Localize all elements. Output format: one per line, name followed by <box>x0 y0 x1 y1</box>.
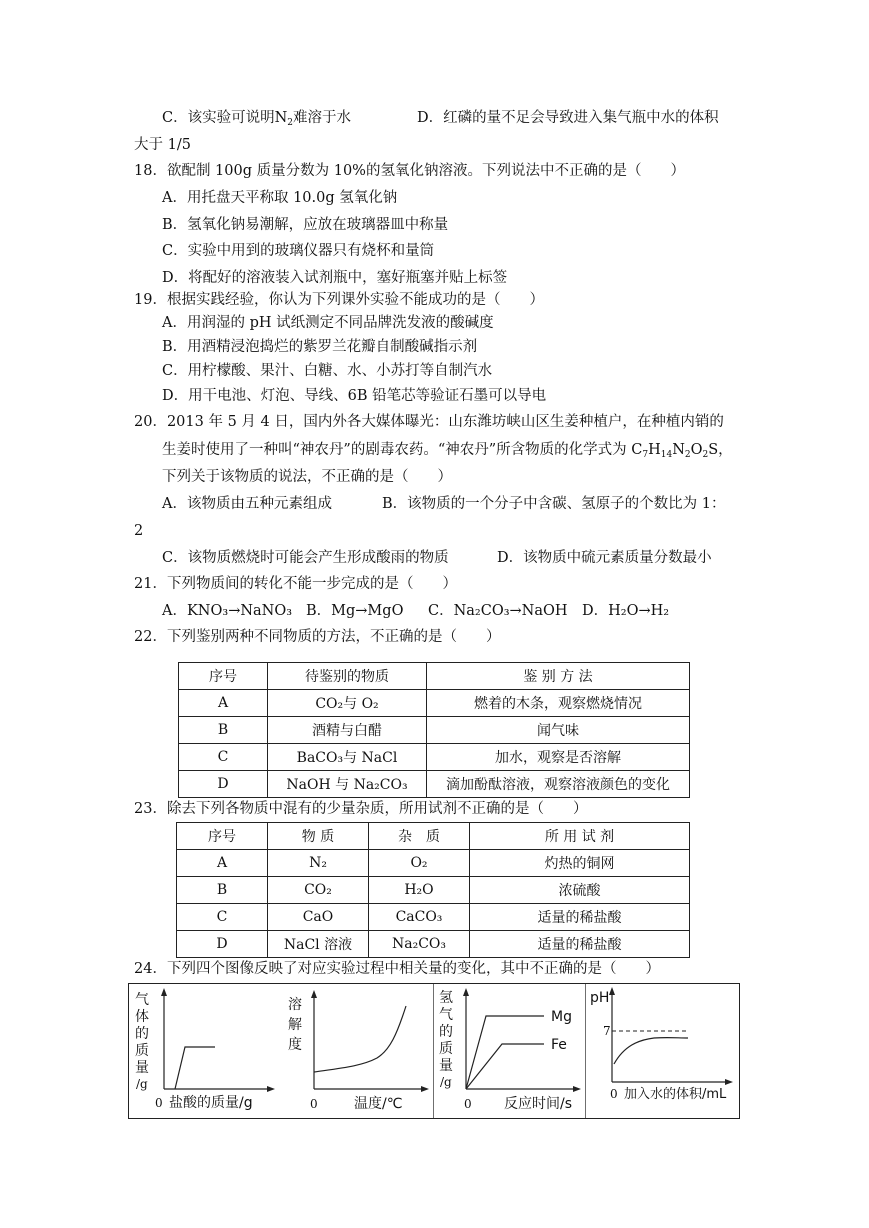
table-cell: 适量的稀盐酸 <box>470 904 690 931</box>
table-row <box>177 850 690 877</box>
graph-4-tick: 7 <box>603 1024 611 1038</box>
table-cell: N₂ <box>268 850 369 877</box>
q17-option-d: D．红磷的量不足会导致进入集气瓶中水的体积 <box>417 110 719 126</box>
table-header-cell: 待鉴别的物质 <box>268 663 427 690</box>
table-header-cell: 所 用 试 剂 <box>470 823 690 850</box>
svg-text:量: 量 <box>439 1058 453 1074</box>
q21-option-d: D．H₂O→H₂ <box>582 603 670 619</box>
table-cell: 燃着的木条，观察燃烧情况 <box>427 690 690 717</box>
table-cell: CO₂ <box>268 877 369 904</box>
q23-stem: 23．除去下列各物质中混有的少量杂质，所用试剂不正确的是（ ） <box>134 801 588 817</box>
graph-2 <box>282 984 434 1118</box>
q17-option-d-continued: 大于 1/5 <box>134 137 191 153</box>
graph-2-curve <box>314 1006 406 1072</box>
q18-option-d: D．将配好的溶液装入试剂瓶中，塞好瓶塞并贴上标签 <box>162 270 508 286</box>
table-row <box>179 690 690 717</box>
graph-3-origin: 0 <box>464 1097 472 1111</box>
graph-4 <box>586 984 739 1118</box>
q19-stem: 19．根据实践经验，你认为下列课外实验不能成功的是（ ） <box>134 292 544 308</box>
q19-option-c: C．用柠檬酸、果汁、白糖、水、小苏打等自制汽水 <box>162 363 493 379</box>
table-row <box>179 744 690 771</box>
q24-stem: 24．下列四个图像反映了对应实验过程中相关量的变化，其中不正确的是（ ） <box>134 961 660 977</box>
svg-text:质: 质 <box>135 1043 149 1059</box>
graph-1-origin: 0 <box>155 1096 163 1110</box>
table-cell: Na₂CO₃ <box>369 931 470 958</box>
table-row <box>179 771 690 798</box>
q23-table <box>176 822 690 958</box>
svg-text:度: 度 <box>288 1037 302 1053</box>
graph-3-curve-fe <box>466 1044 544 1089</box>
table-cell: 闻气味 <box>427 717 690 744</box>
graph-2-xlabel: 温度/℃ <box>354 1096 403 1112</box>
graph-1-xlabel: 盐酸的质量/g <box>169 1095 253 1111</box>
graph-4-ylabel: pH <box>590 990 610 1006</box>
svg-text:/g: /g <box>440 1075 452 1089</box>
table-cell: 加水，观察是否溶解 <box>427 744 690 771</box>
q20-stem-line2: 生姜时使用了一种叫“神农丹”的剧毒农药。“神农丹”所含物质的化学式为 $C_7H_{14}N_2O_2S$， <box>162 442 733 460</box>
q20-option-b: B．该物质的一个分子中含碳、氢原子的个数比为 1： <box>382 496 726 512</box>
q21-option-a: A．KNO₃→NaNO₃ <box>162 603 293 619</box>
table-header-cell: 序号 <box>177 823 268 850</box>
table-cell: NaCl 溶液 <box>268 931 369 958</box>
svg-text:体: 体 <box>135 1009 149 1025</box>
graph-1-curve <box>175 1047 215 1089</box>
table-cell: D <box>179 771 268 798</box>
table-cell: H₂O <box>369 877 470 904</box>
svg-text:/g: /g <box>136 1077 148 1091</box>
table-header-cell: 物 质 <box>268 823 369 850</box>
svg-text:溶: 溶 <box>288 997 302 1013</box>
graph-2-origin: 0 <box>310 1097 318 1111</box>
table-cell: A <box>179 690 268 717</box>
svg-text:解: 解 <box>288 1017 302 1033</box>
table-header-cell: 鉴 别 方 法 <box>427 663 690 690</box>
graph-4-xlabel: 加入水的体积/mL <box>624 1087 727 1102</box>
q20-stem-line1: 20．2013 年 5 月 4 日，国内外各大媒体曝光：山东潍坊峡山区生姜种植户，在种植内销的 <box>134 414 724 430</box>
graph-3-ylabel <box>439 990 453 1089</box>
graph-4-curve <box>614 1038 688 1064</box>
table-cell: A <box>177 850 268 877</box>
svg-text:质: 质 <box>439 1041 453 1057</box>
table-cell: CaO <box>268 904 369 931</box>
q19-option-a: A．用润湿的 pH 试纸测定不同品牌洗发液的酸碱度 <box>162 315 494 331</box>
table-header-row <box>179 663 690 690</box>
graph-1-ylabel <box>135 992 149 1091</box>
table-header-cell: 杂 质 <box>369 823 470 850</box>
table-cell: C <box>179 744 268 771</box>
table-cell: 适量的稀盐酸 <box>470 931 690 958</box>
graph-1 <box>129 984 281 1118</box>
table-cell: BaCO₃与 NaCl <box>268 744 427 771</box>
svg-text:氢: 氢 <box>439 990 453 1006</box>
table-cell: B <box>179 717 268 744</box>
q24-graph-panel <box>128 983 740 1119</box>
table-header-cell: 序号 <box>179 663 268 690</box>
table-row <box>177 877 690 904</box>
q20-option-b-continued: 2 <box>134 523 144 539</box>
q21-stem: 21．下列物质间的转化不能一步完成的是（ ） <box>134 576 457 592</box>
q19-option-d: D．用干电池、灯泡、导线、6B 铅笔芯等验证石墨可以导电 <box>162 388 547 404</box>
table-row <box>177 904 690 931</box>
q20-option-c: C．该物质燃烧时可能会产生形成酸雨的物质 <box>162 550 449 566</box>
q17-option-c: C．该实验可说明$N_2$难溶于水 <box>162 110 352 128</box>
q22-table <box>178 662 690 798</box>
q21-option-b: B．Mg→MgO <box>306 603 404 619</box>
table-cell: C <box>177 904 268 931</box>
table-cell: CO₂与 O₂ <box>268 690 427 717</box>
graph-3-curve-mg <box>466 1016 544 1089</box>
q19-option-b: B．用酒精浸泡捣烂的紫罗兰花瓣自制酸碱指示剂 <box>162 339 478 355</box>
q20-stem-line3: 下列关于该物质的说法，不正确的是（ ） <box>162 469 452 485</box>
svg-text:气: 气 <box>439 1007 453 1023</box>
svg-text:的: 的 <box>135 1026 149 1042</box>
q22-stem: 22．下列鉴别两种不同物质的方法，不正确的是（ ） <box>134 629 501 645</box>
table-cell: 浓硫酸 <box>470 877 690 904</box>
svg-text:气: 气 <box>135 992 149 1008</box>
table-cell: NaOH 与 Na₂CO₃ <box>268 771 427 798</box>
graph-3-xlabel: 反应时间/s <box>504 1096 573 1112</box>
svg-text:量: 量 <box>135 1060 149 1076</box>
q20-option-a: A．该物质由五种元素组成 <box>162 496 332 512</box>
table-cell: B <box>177 877 268 904</box>
q20-option-d: D．该物质中硫元素质量分数最小 <box>497 550 712 566</box>
graph-3-series-label: Fe <box>551 1037 567 1053</box>
graph-3 <box>434 984 586 1118</box>
graph-2-ylabel <box>288 996 302 1053</box>
table-cell: O₂ <box>369 850 470 877</box>
graph-3-series-label: Mg <box>551 1009 572 1025</box>
table-cell: 酒精与白醋 <box>268 717 427 744</box>
q18-option-c: C．实验中用到的玻璃仪器只有烧杯和量筒 <box>162 243 435 259</box>
q21-option-c: C．Na₂CO₃→NaOH <box>428 603 568 619</box>
q18-option-a: A．用托盘天平称取 10.0g 氢氧化钠 <box>162 190 398 206</box>
table-cell: 灼热的铜网 <box>470 850 690 877</box>
q18-option-b: B．氢氧化钠易潮解，应放在玻璃器皿中称量 <box>162 217 449 233</box>
table-row <box>179 717 690 744</box>
table-row <box>177 931 690 958</box>
table-cell: D <box>177 931 268 958</box>
graph-4-origin: 0 <box>610 1087 618 1101</box>
svg-text:的: 的 <box>439 1024 453 1040</box>
q18-stem: 18．欲配制 100g 质量分数为 10%的氢氧化钠溶液。下列说法中不正确的是（ ） <box>134 163 685 179</box>
table-header-row <box>177 823 690 850</box>
table-cell: CaCO₃ <box>369 904 470 931</box>
table-cell: 滴加酚酞溶液，观察溶液颜色的变化 <box>427 771 690 798</box>
